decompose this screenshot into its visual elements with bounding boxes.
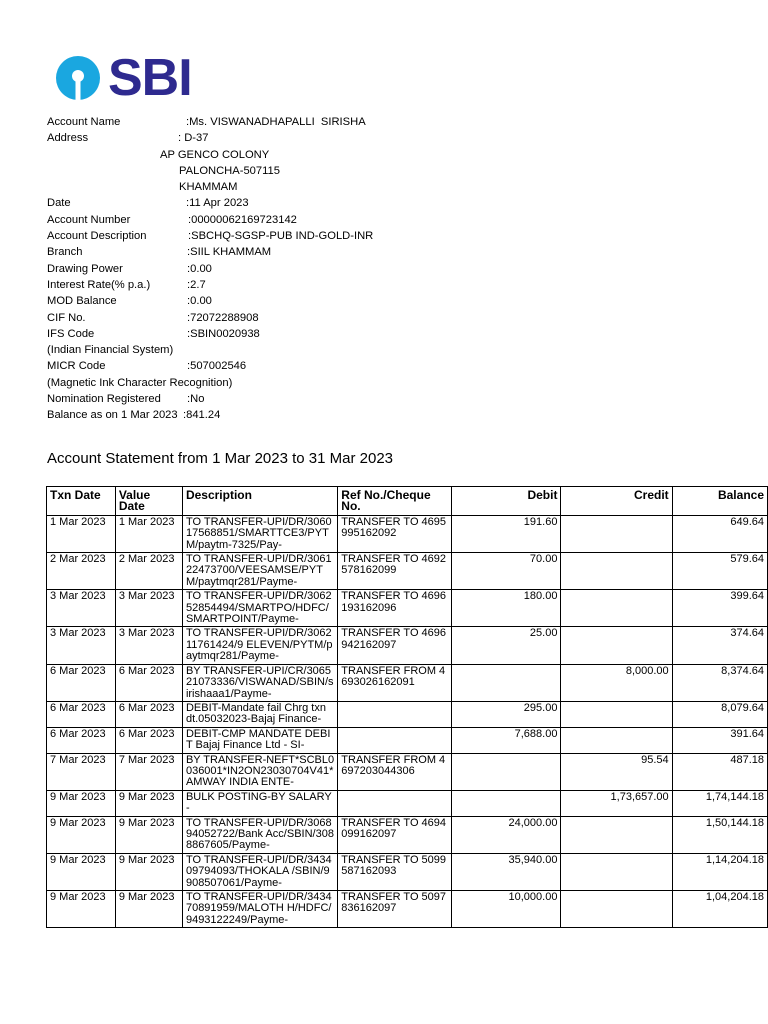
info-value: :Ms. VISWANADHAPALLI SIRISHA bbox=[186, 116, 366, 128]
table-cell: 9 Mar 2023 bbox=[47, 853, 116, 890]
info-label: Interest Rate(% p.a.) bbox=[47, 278, 151, 291]
table-cell: 6 Mar 2023 bbox=[115, 701, 182, 727]
info-value: :SIIL KHAMMAM bbox=[187, 246, 272, 259]
info-value: :SBIN0020938 bbox=[187, 327, 260, 340]
account-info-row bbox=[47, 130, 373, 146]
sbi-keyhole-icon bbox=[54, 54, 102, 102]
sbi-logo bbox=[54, 49, 192, 107]
table-cell: 25.00 bbox=[451, 627, 561, 664]
account-info-row bbox=[47, 391, 373, 407]
table-cell: TRANSFER TO 4695995162092 bbox=[338, 515, 451, 552]
table-cell bbox=[561, 590, 672, 627]
info-value: :841.24 bbox=[183, 409, 221, 422]
table-cell: BULK POSTING-BY SALARY- bbox=[182, 790, 337, 816]
account-info-row: (Indian Financial System) bbox=[47, 344, 174, 357]
table-cell: 1 Mar 2023 bbox=[47, 515, 116, 552]
table-cell bbox=[561, 515, 672, 552]
column-header: Balance bbox=[672, 487, 767, 516]
info-label: IFS Code bbox=[47, 327, 95, 340]
table-cell: BY TRANSFER-UPI/CR/306521073336/VISWANAD/SBIN/sirishaaa1/Payme- bbox=[182, 664, 337, 701]
table-cell: 7 Mar 2023 bbox=[47, 753, 116, 790]
table-cell: 9 Mar 2023 bbox=[47, 891, 116, 928]
column-header: Ref No./Cheque No. bbox=[338, 487, 451, 516]
table-cell: TRANSFER TO 4696942162097 bbox=[338, 627, 451, 664]
table-row bbox=[47, 664, 768, 701]
table-cell bbox=[338, 701, 451, 727]
info-value: KHAMMAM bbox=[179, 181, 238, 194]
table-row bbox=[47, 816, 768, 853]
table-cell bbox=[561, 816, 672, 853]
table-cell: 1,50,144.18 bbox=[672, 816, 767, 853]
account-info-row bbox=[47, 293, 373, 309]
info-label: MOD Balance bbox=[47, 295, 117, 308]
info-value: :No bbox=[187, 393, 205, 406]
account-info bbox=[47, 114, 373, 424]
table-cell bbox=[561, 727, 672, 753]
table-cell: 3 Mar 2023 bbox=[115, 590, 182, 627]
table-cell: 1,14,204.18 bbox=[672, 853, 767, 890]
info-label: Address bbox=[47, 132, 89, 145]
table-cell bbox=[561, 553, 672, 590]
info-value: :SBCHQ-SGSP-PUB IND-GOLD-INR bbox=[188, 230, 374, 243]
info-value: : D-37 bbox=[178, 132, 209, 145]
table-cell: DEBIT-CMP MANDATE DEBIT Bajaj Finance Ltd - SI- bbox=[182, 727, 337, 753]
info-label: Account Name bbox=[47, 116, 121, 128]
info-value: :2.7 bbox=[187, 278, 206, 291]
account-info-row bbox=[47, 261, 373, 277]
table-cell: 9 Mar 2023 bbox=[47, 816, 116, 853]
table-row bbox=[47, 590, 768, 627]
transactions-table bbox=[46, 486, 768, 928]
table-cell: 8,000.00 bbox=[561, 664, 672, 701]
table-cell: 3 Mar 2023 bbox=[47, 627, 116, 664]
table-cell: TO TRANSFER-UPI/DR/343470891959/MALOTH H/HDFC/9493122249/Payme- bbox=[182, 891, 337, 928]
account-info-row bbox=[47, 228, 373, 244]
table-cell: 3 Mar 2023 bbox=[115, 627, 182, 664]
table-cell: 649.64 bbox=[672, 515, 767, 552]
table-cell: 180.00 bbox=[451, 590, 561, 627]
table-row bbox=[47, 853, 768, 890]
table-row bbox=[47, 627, 768, 664]
column-header: Description bbox=[182, 487, 337, 516]
info-label: MICR Code bbox=[47, 360, 106, 373]
account-info-row bbox=[47, 407, 373, 423]
info-value: :72072288908 bbox=[187, 311, 259, 324]
table-cell: TRANSFER TO 4692578162099 bbox=[338, 553, 451, 590]
table-cell: DEBIT-Mandate fail Chrg txn dt.05032023-Bajaj Finance- bbox=[182, 701, 337, 727]
info-value: :11 Apr 2023 bbox=[186, 197, 249, 210]
table-cell: 9 Mar 2023 bbox=[115, 790, 182, 816]
info-value: :0.00 bbox=[187, 262, 212, 275]
table-cell bbox=[561, 627, 672, 664]
info-value: PALONCHA-507115 bbox=[179, 164, 280, 177]
table-cell: TO TRANSFER-UPI/DR/306252854494/SMARTPO/HDFC/SMARTPOINT/Payme- bbox=[182, 590, 337, 627]
table-cell: TRANSFER TO 4694099162097 bbox=[338, 816, 451, 853]
table-cell: TRANSFER TO 4696193162096 bbox=[338, 590, 451, 627]
table-cell: 6 Mar 2023 bbox=[115, 727, 182, 753]
table-cell: TRANSFER FROM 4693026162091 bbox=[338, 664, 451, 701]
info-label: Date bbox=[47, 197, 71, 210]
account-info-row bbox=[47, 147, 373, 163]
table-cell bbox=[451, 664, 561, 701]
table-cell bbox=[561, 891, 672, 928]
account-info-row bbox=[47, 163, 373, 179]
column-header: Value Date bbox=[115, 487, 182, 516]
table-cell: 6 Mar 2023 bbox=[115, 664, 182, 701]
account-info-row bbox=[47, 195, 373, 211]
table-cell: 374.64 bbox=[672, 627, 767, 664]
account-info-row bbox=[47, 179, 373, 195]
table-cell: BY TRANSFER-NEFT*SCBL0036001*IN2ON23030704V41*AMWAY INDIA ENTE- bbox=[182, 753, 337, 790]
table-cell: 2 Mar 2023 bbox=[47, 553, 116, 590]
info-label: Branch bbox=[47, 246, 83, 259]
table-cell: 6 Mar 2023 bbox=[47, 727, 116, 753]
table-cell bbox=[561, 853, 672, 890]
table-cell bbox=[338, 790, 451, 816]
table-cell: 9 Mar 2023 bbox=[115, 891, 182, 928]
table-cell: 9 Mar 2023 bbox=[115, 853, 182, 890]
table-cell: TO TRANSFER-UPI/DR/306211761424/9 ELEVEN/PYTM/paytmqr281/Payme- bbox=[182, 627, 337, 664]
table-cell bbox=[338, 727, 451, 753]
account-info-row bbox=[47, 310, 373, 326]
table-row bbox=[47, 701, 768, 727]
table-row bbox=[47, 753, 768, 790]
column-header: Credit bbox=[561, 487, 672, 516]
info-label: Account Number bbox=[47, 213, 131, 226]
account-info-row bbox=[47, 114, 373, 130]
table-cell: 7,688.00 bbox=[451, 727, 561, 753]
info-value: :00000062169723142 bbox=[188, 213, 297, 226]
account-info-row bbox=[47, 326, 373, 342]
table-cell: 399.64 bbox=[672, 590, 767, 627]
account-info-row bbox=[47, 212, 373, 228]
table-cell: 487.18 bbox=[672, 753, 767, 790]
account-info-row: (Magnetic Ink Character Recognition) bbox=[47, 376, 233, 389]
table-row bbox=[47, 553, 768, 590]
table-cell bbox=[561, 701, 672, 727]
table-header-row bbox=[47, 487, 768, 516]
column-header: Debit bbox=[451, 487, 561, 516]
table-cell: 6 Mar 2023 bbox=[47, 701, 116, 727]
table-cell: 191.60 bbox=[451, 515, 561, 552]
table-cell: 1 Mar 2023 bbox=[115, 515, 182, 552]
table-cell bbox=[451, 753, 561, 790]
column-header: Txn Date bbox=[47, 487, 116, 516]
table-cell: 579.64 bbox=[672, 553, 767, 590]
account-info-row bbox=[47, 277, 373, 293]
table-cell: TRANSFER TO 5097836162097 bbox=[338, 891, 451, 928]
info-value: :0.00 bbox=[187, 295, 212, 308]
table-row bbox=[47, 727, 768, 753]
table-cell: 95.54 bbox=[561, 753, 672, 790]
account-info-row bbox=[47, 244, 373, 260]
table-cell: 24,000.00 bbox=[451, 816, 561, 853]
table-cell: 2 Mar 2023 bbox=[115, 553, 182, 590]
table-cell: 1,04,204.18 bbox=[672, 891, 767, 928]
table-cell: 6 Mar 2023 bbox=[47, 664, 116, 701]
table-cell: 1,73,657.00 bbox=[561, 790, 672, 816]
table-row bbox=[47, 515, 768, 552]
table-cell: 9 Mar 2023 bbox=[115, 816, 182, 853]
account-info-row bbox=[47, 358, 373, 374]
table-cell: 7 Mar 2023 bbox=[115, 753, 182, 790]
info-label: Account Description bbox=[47, 230, 147, 243]
table-cell: 35,940.00 bbox=[451, 853, 561, 890]
table-cell: TO TRANSFER-UPI/DR/306894052722/Bank Acc/SBIN/3088867605/Payme- bbox=[182, 816, 337, 853]
brand-name: SBI bbox=[108, 49, 192, 107]
table-cell: 295.00 bbox=[451, 701, 561, 727]
table-cell: 70.00 bbox=[451, 553, 561, 590]
info-value: :507002546 bbox=[187, 360, 247, 373]
table-cell: 10,000.00 bbox=[451, 891, 561, 928]
table-cell: TO TRANSFER-UPI/DR/306017568851/SMARTTCE3/PYTM/paytm-7325/Pay- bbox=[182, 515, 337, 552]
table-cell: 9 Mar 2023 bbox=[47, 790, 116, 816]
table-cell: TRANSFER TO 5099587162093 bbox=[338, 853, 451, 890]
statement-title: Account Statement from 1 Mar 2023 to 31 Mar 2023 bbox=[47, 450, 394, 467]
info-label: Drawing Power bbox=[47, 262, 123, 275]
table-row bbox=[47, 891, 768, 928]
info-value: AP GENCO COLONY bbox=[160, 148, 270, 161]
table-cell: 3 Mar 2023 bbox=[47, 590, 116, 627]
table-cell: 1,74,144.18 bbox=[672, 790, 767, 816]
table-cell: 8,374.64 bbox=[672, 664, 767, 701]
table-cell bbox=[451, 790, 561, 816]
table-row bbox=[47, 790, 768, 816]
table-cell: TRANSFER FROM 4697203044306 bbox=[338, 753, 451, 790]
info-label: Nomination Registered bbox=[47, 393, 161, 406]
table-cell: TO TRANSFER-UPI/DR/306122473700/VEESAMSE/PYTM/paytmqr281/Payme- bbox=[182, 553, 337, 590]
table-cell: 391.64 bbox=[672, 727, 767, 753]
info-label: Balance as on 1 Mar 2023 bbox=[47, 409, 178, 422]
table-cell: TO TRANSFER-UPI/DR/343409794093/THOKALA /SBIN/9908507061/Payme- bbox=[182, 853, 337, 890]
info-label: CIF No. bbox=[47, 311, 86, 324]
table-cell: 8,079.64 bbox=[672, 701, 767, 727]
